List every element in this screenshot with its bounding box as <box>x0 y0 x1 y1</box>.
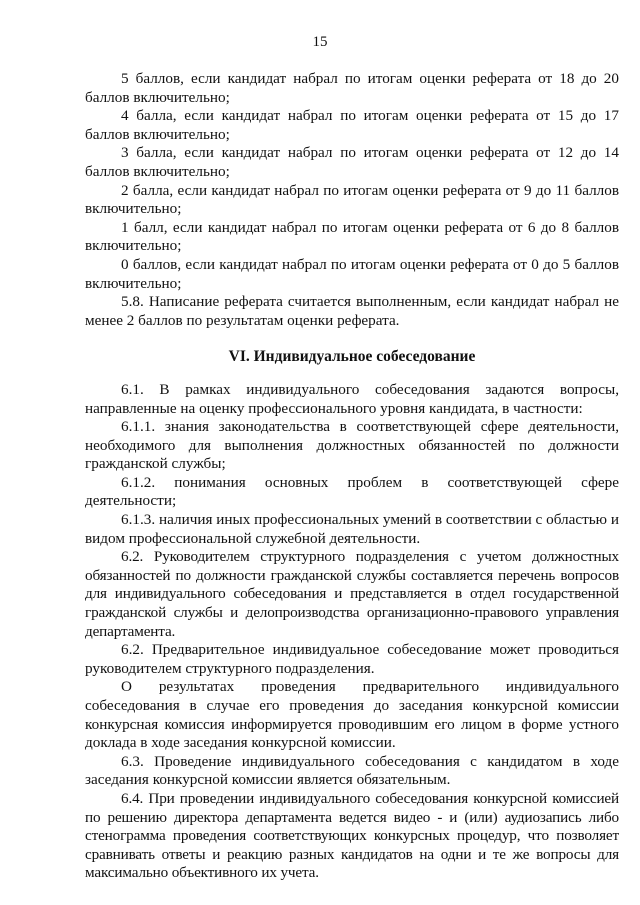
results-paragraph: О результатах проведения предварительного индивидуального собеседования в случае его проведения до заседания конкурсной комиссии конкурсная комиссия информируется проводившим его лицом в форме устного доклада в ходе заседания конкурсной комиссии. <box>85 678 619 752</box>
section-heading: VI. Индивидуальное собеседование <box>228 348 476 366</box>
clause-6-2-list: 6.2. Руководителем структурного подразделения с учетом должностных обязанностей по должности гражданской службы составляется перечень вопросов для индивидуального собеседования и представляется в отдел государственной гражданской службы и делопроизводства организационно-правового управления департамента. <box>85 548 619 640</box>
score-paragraph-2: 2 балла, если кандидат набрал по итогам оценки реферата от 9 до 11 баллов включительно; <box>85 181 619 218</box>
score-paragraph-0: 0 баллов, если кандидат набрал по итогам оценки реферата от 0 до 5 баллов включительно; <box>85 255 619 292</box>
clause-6-1-3: 6.1.3. наличия иных профессиональных умений в соответствии с областью и видом профессиональной служебной деятельности. <box>85 511 619 547</box>
score-paragraph-5: 5 баллов, если кандидат набрал по итогам оценки реферата от 18 до 20 баллов включительно; <box>85 70 619 106</box>
clause-6-1-2: 6.1.2. понимания основных проблем в соответствующей сфере деятельности; <box>85 473 619 510</box>
clause-6-3: 6.3. Проведение индивидуального собеседования с кандидатом в ходе заседания конкурсной комиссии является обязательным. <box>85 752 619 789</box>
document-body <box>85 70 619 883</box>
score-paragraph-3: 3 балла, если кандидат набрал по итогам оценки реферата от 12 до 14 баллов включительно; <box>85 144 619 180</box>
clause-6-1: 6.1. В рамках индивидуального собеседования задаются вопросы, направленные на оценку профессионального уровня кандидата, в частности: <box>85 380 619 417</box>
clause-6-4: 6.4. При проведении индивидуального собеседования конкурсной комиссией по решению директора департамента ведется видео - и (или) аудиозапись либо стенограмма проведения соответствующих конкурсных процедур, что позволяет сравнивать ответы и реакцию разных кандидатов на одни и те же вопросы для максимально объективного их учета. <box>85 789 619 882</box>
clause-5-8: 5.8. Написание реферата считается выполненным, если кандидат набрал не менее 2 баллов по результатам оценки реферата. <box>85 293 619 329</box>
score-paragraph-4: 4 балла, если кандидат набрал по итогам оценки реферата от 15 до 17 баллов включительно; <box>85 107 619 143</box>
clause-6-1-1: 6.1.1. знания законодательства в соответствующей сфере деятельности, необходимого для выполнения должностных обязанностей по должности гражданской службы; <box>85 418 619 473</box>
clause-6-2-preliminary: 6.2. Предварительное индивидуальное собеседование может проводиться руководителем структурного подразделения. <box>85 641 619 677</box>
page-number: 15 <box>312 34 328 50</box>
score-paragraph-1: 1 балл, если кандидат набрал по итогам оценки реферата от 6 до 8 баллов включительно; <box>85 218 619 255</box>
